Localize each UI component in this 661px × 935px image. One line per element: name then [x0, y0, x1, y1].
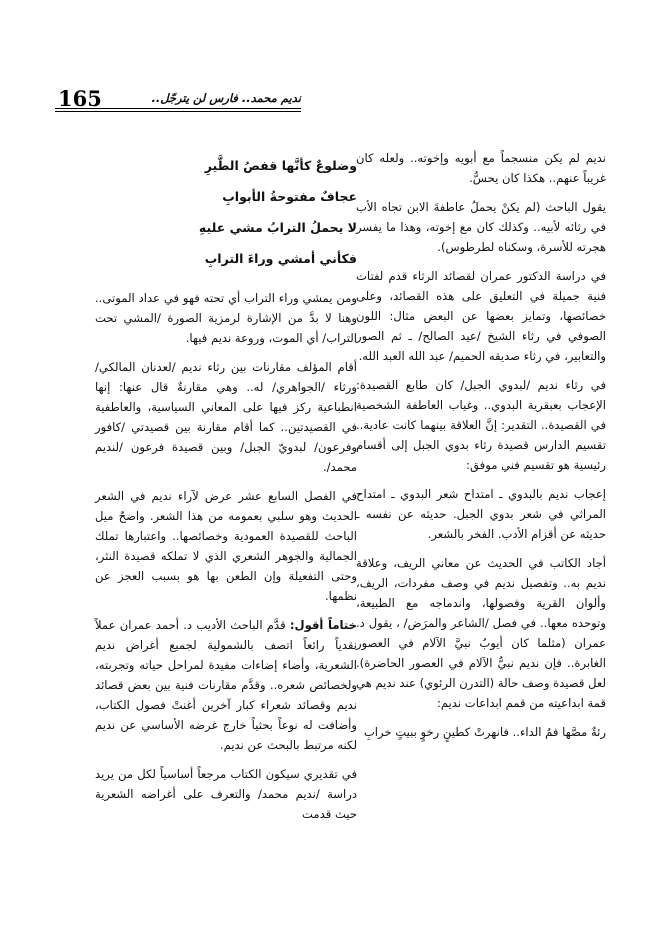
- paragraph: في رثاء نديم /لبدوي الجبل/ كان طابع القصيدة: الإعجاب بعبقرية البدوي.. وغياب العاطفة الشخصية في القصيدة.. التقدير: إنَّ العلاقة بينهما كانت عادية.. تقسيم الدارس قصيدة رثاء بدوي الجبل إلى أقسام رئيسية هو تقسيم فني موفق:: [356, 378, 606, 472]
- paragraph: في دراسة الدكتور عمران لقصائد الرثاء قدم لفتات فنية جميلة في التعليق على هذه القصائد، وعلى خصائصها، وتمايز بعضها عن البعض مثال: اللون الصوفي في رثاء الشيخ /عيد الصالح/ ـ ثم الصور والتعابير، في رثاء صديقه الحميم/ عبد الله العبد الله.: [356, 269, 606, 363]
- page-number: 165: [58, 86, 102, 111]
- header-rule-secondary: [55, 111, 301, 112]
- header-rule: [55, 108, 301, 109]
- paragraph: إعجاب نديم بالبدوي ـ امتداح شعر البدوي ـ امتداح المراثي في شعر بدوي الجبل. حديثه عن نفسه ـ حديثه عن أقزام الأدب. الفخر بالشعر.: [356, 487, 606, 541]
- paragraph: في الفصل السابع عشر عرض لآراء نديم في الشعر الحديث وهو سلبي بعمومه من هذا الشعر. واضحٌ ميل الباحث للقصيدة العمودية وخصائصها.. واعتبارها تملك الجمالية والجوهر الشعري الذي لا تملكه قصيدة النثر، وحتى التفعيلة وإن الطعن بها هو بسبب العجز عن نظمها.: [95, 489, 357, 603]
- running-header-title: نديم محمد.. فارس لن يترجّل..: [151, 91, 301, 105]
- left-text-column: [95, 155, 357, 833]
- verse-line: وضلوعٌ كأنَّها قفصُ الطَّيرِ: [204, 158, 357, 173]
- right-text-column: [356, 148, 606, 751]
- closing-paragraph: [95, 615, 357, 755]
- closing-verse: رئةٌ مصَّها فمُ الداء.. فانهرتْ كطينٍ رخوٍ ببيتٍ خرابِ: [363, 725, 606, 739]
- closing-text: قدَّم الباحث الأديب د. أحمد عمران عملاً نقدياً رائعاً اتصف بالشمولية لجميع أغراض نديم الشعرية، وأضاء إضاءات مفيدة لمراحل حياته وتجربته، ولخصائص شعره.. وقدَّم مقارنات فنية بين بعض قصائد نديم وقصائد شعراء كبار آخرين أغنتْ فصول الكتاب، وأضافت له نوعاً بحثياً خارج غرضه الأساسي عن نديم لكنه مرتبط بالبحث عن نديم.: [95, 618, 357, 752]
- verse-line: فكأني أمشي وراءَ الترابِ: [204, 251, 357, 266]
- paragraph: يقول الباحث (لم يكنْ يحملُ عاطفةَ الابن تجاه الأب في رثائه لأبيه.. وكذلك كان مع إخوته، وهذا ما يفسر هجرته للأسرة، وسكناه لطرطوس).: [356, 200, 606, 254]
- paragraph: ومن يمشي وراء التراب أي تحته فهو في عداد الموتى.. وهنا لا بدَّ من الإشارة لرمزية الصورة /المشي تحت التراب/ أي الموت، وروعة نديم فيها.: [95, 291, 357, 345]
- closing-lead: ختاماً أقول:: [289, 618, 357, 632]
- paragraph: أجاد الكاتب في الحديث عن معاني الريف، وعلاقة نديم به.. وتفصيل نديم في وصف مفردات، الريف، وألوان القرية وفصولها، واندماجه مع الطبيعة، وتوحده معها.. في فصل /الشاعر والمرَض/ ، يقول د. عمران (مثلما كان أيوبُ نبيَّ الآلام في العصور الغابرة.. فإن نديم نبيُّ الآلام في العصور الحاضرة). لعل قصيدة وصف حالة (التدرن الرئوي) عند نديم هي قمة ابداعيته من قمم ابداعات نديم:: [355, 556, 606, 710]
- paragraph: في تقديري سيكون الكتاب مرجعاً أساسياً لكل من يريد دراسة /نديم محمد/ والتعرف على أغراضه الشعرية حيث قدمت: [95, 767, 357, 821]
- paragraph: نديم لم يكن منسجماً مع أبويه وإخوته.. ولعله كان غريباً عنهم.. هكذا كان يحسُّ.: [356, 151, 606, 185]
- verse-line: عجافٌ مفتوحةُ الأبوابِ: [222, 189, 357, 204]
- paragraph: أقام المؤلف مقارنات بين رثاء نديم /لعدنان المالكي/ ورثاء /الجواهري/ له.. وهي مقارنةٌ قال عنها: إنها انطباعية ركز فيها على المعاني السياسية، والعاطفية في القصيدتين.. كما أقام مقارنة بين قصيدتي /كافور وفرعون/ لبدويّ الجبل/ وبين قصيدة فرعون /لنديم محمد/.: [95, 360, 357, 474]
- verse-line: لا يحملُ الترابُ مشي عليهِ: [198, 220, 357, 235]
